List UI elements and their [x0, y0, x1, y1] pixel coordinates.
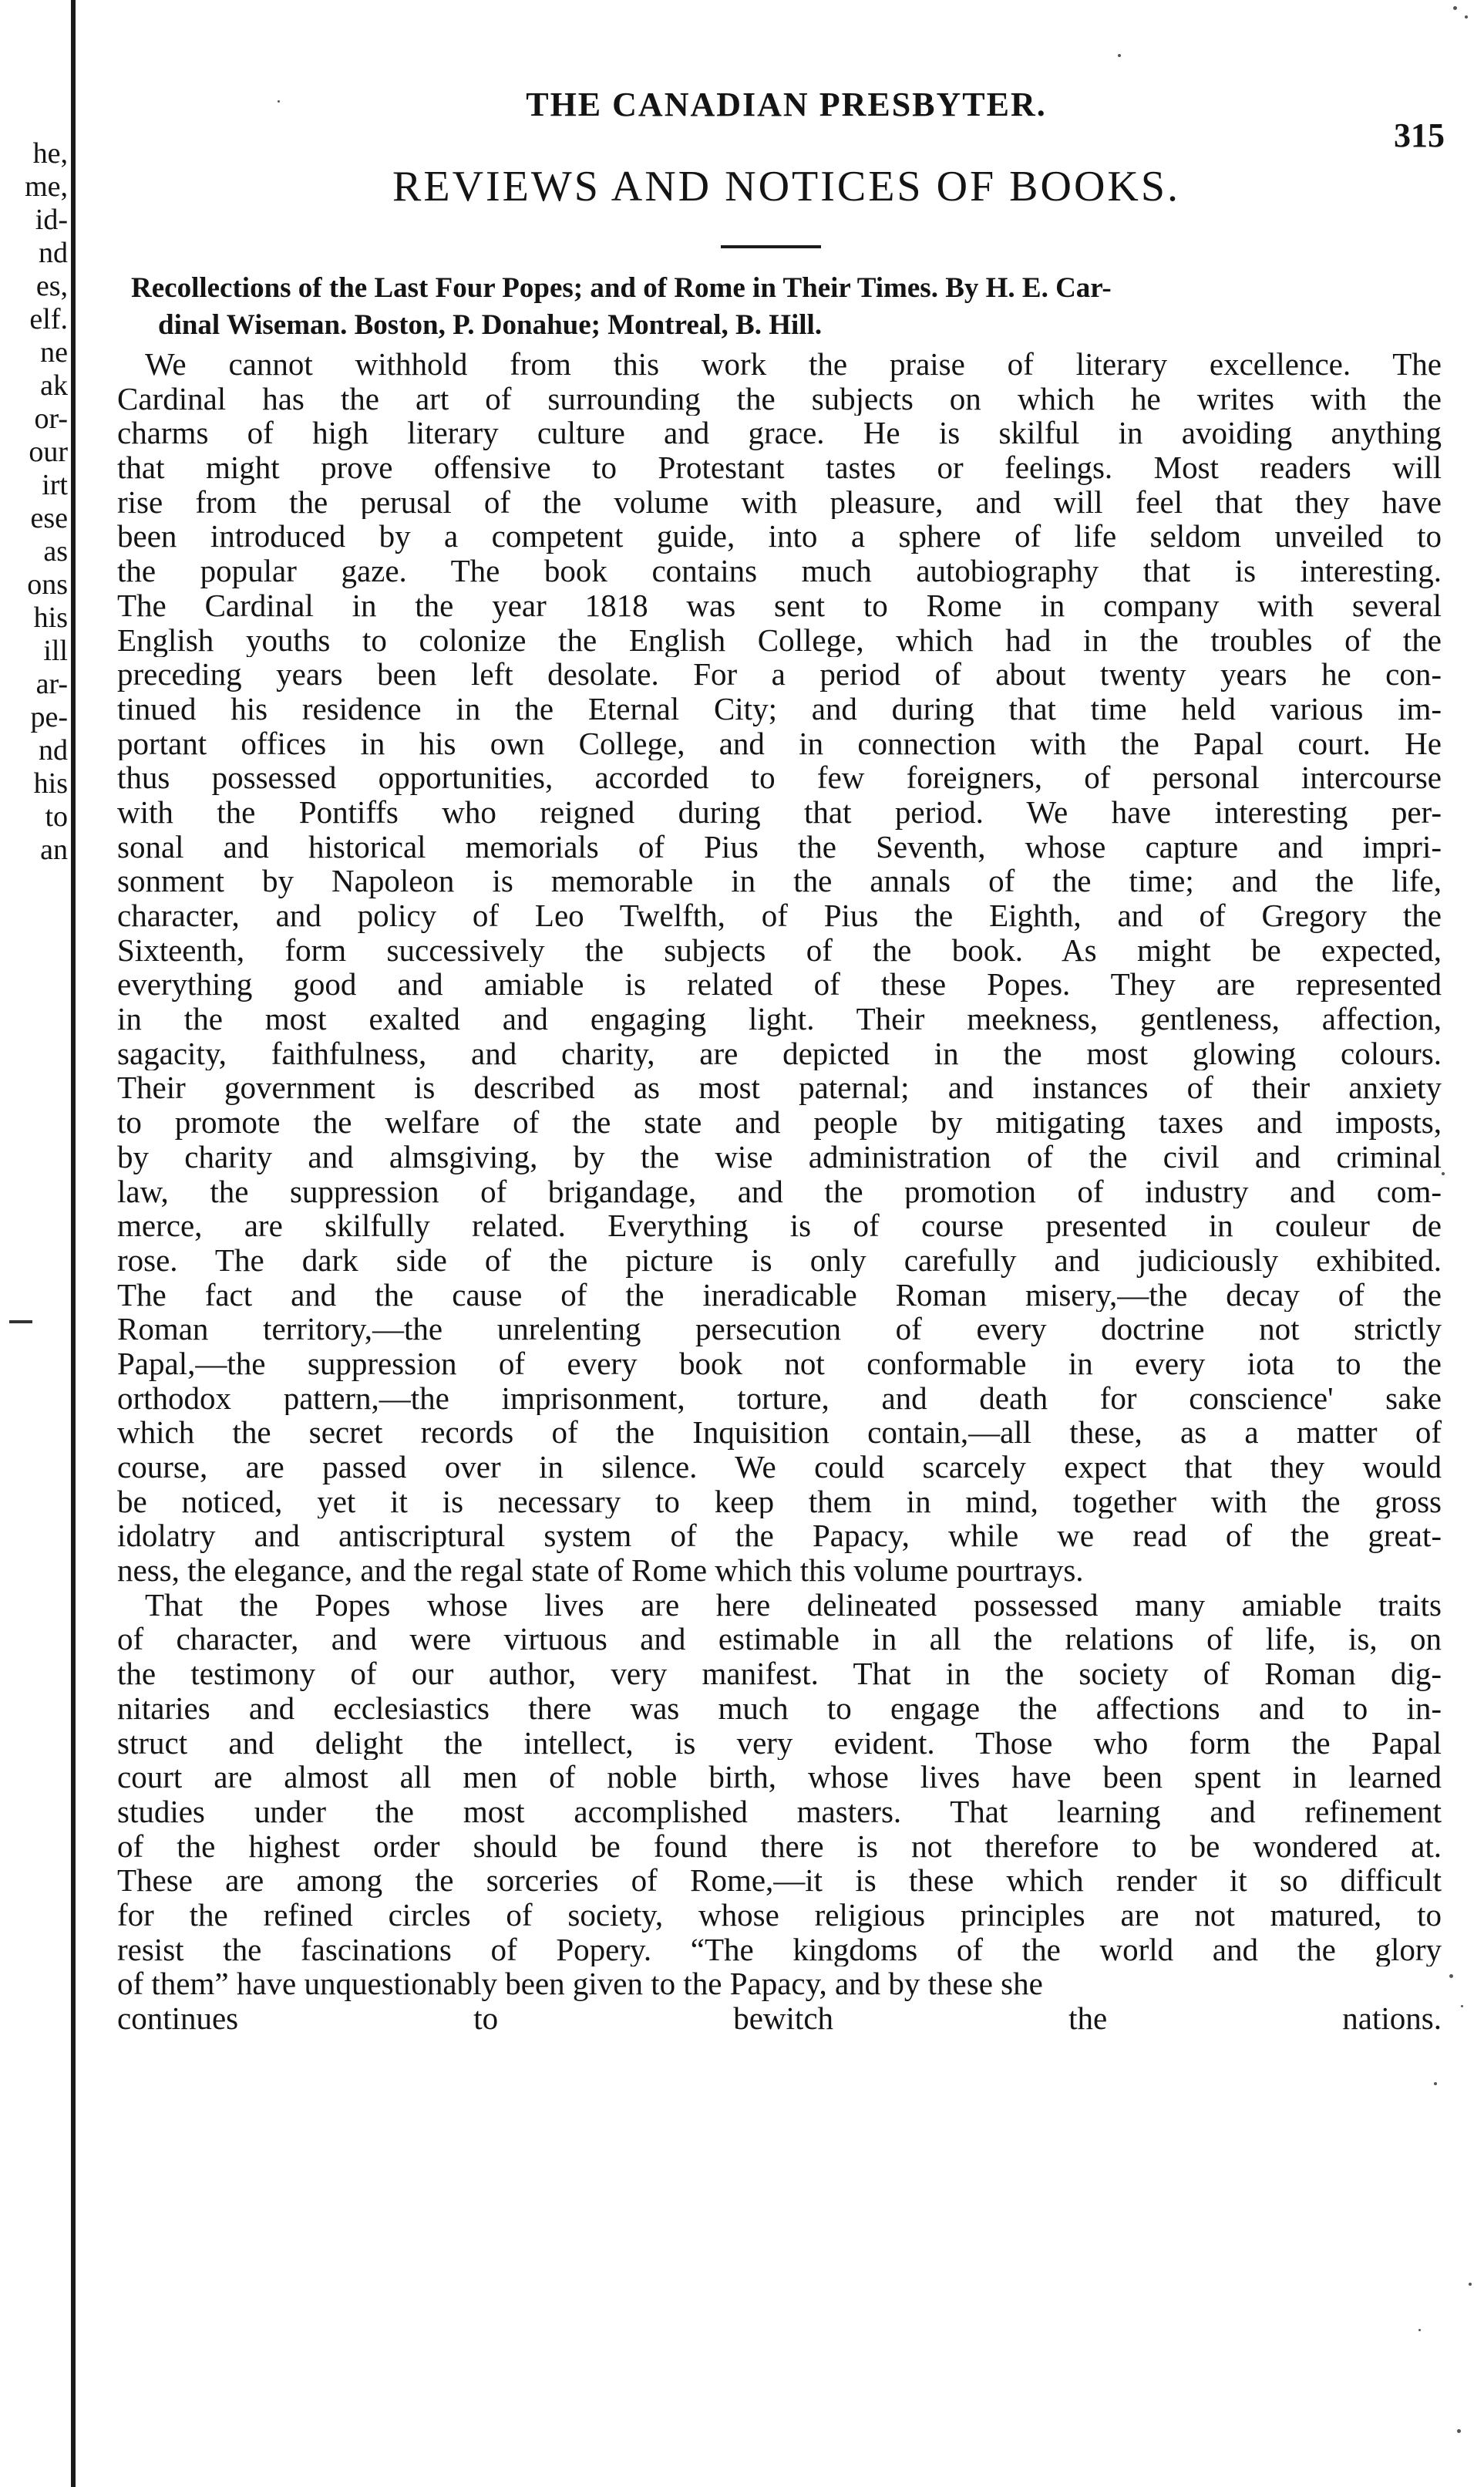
body-line: the popular gaze. The book contains much autobiography that is interesting.	[117, 554, 1442, 588]
margin-fragment: nd	[39, 237, 68, 269]
body-line: That the Popes whose lives are here delineated possessed many amiable traits	[145, 1587, 1442, 1623]
body-line: rise from the perusal of the volume with pleasure, and will feel that they have	[117, 484, 1442, 520]
body-line: preceding years been left desolate. For a period of about twenty years he con-	[117, 657, 1442, 692]
body-line: to promote the welfare of the state and people by mitigating taxes and imposts,	[117, 1105, 1442, 1140]
margin-fragment: ak	[40, 369, 68, 402]
body-line: for the refined circles of society, whose religious principles are not matured, to	[117, 1897, 1442, 1933]
margin-fragment: ne	[40, 336, 68, 369]
body-line: court are almost all men of noble birth, whose lives have been spent in learned	[117, 1760, 1442, 1794]
body-line: orthodox pattern,—the imprisonment, torture, and death for conscience' sake	[117, 1380, 1442, 1416]
book-heading-line-1: Recollections of the Last Four Popes; and of Rome in Their Times. By H. E. Car-	[131, 272, 1112, 304]
body-line: which the secret records of the Inquisition contain,—all these, as a matter of	[117, 1415, 1442, 1450]
margin-fragment: elf.	[29, 303, 68, 335]
margin-fragment: me,	[25, 170, 68, 203]
body-line: by charity and almsgiving, by the wise administration of the civil and criminal	[117, 1139, 1442, 1174]
body-line: rose. The dark side of the picture is only carefully and judiciously exhibited.	[117, 1242, 1442, 1278]
body-line: law, the suppression of brigandage, and the promotion of industry and com-	[117, 1174, 1442, 1209]
body-line: of character, and were virtuous and estimable in all the relations of life, is, on	[117, 1622, 1442, 1657]
running-head: THE CANADIAN PRESBYTER.	[526, 86, 1047, 123]
body-line: everything good and amiable is related of these Popes. They are represented	[117, 967, 1442, 1003]
body-line: nitaries and ecclesiastics there was much to engage the affections and to in-	[117, 1690, 1442, 1726]
body-line: The fact and the cause of the ineradicable Roman misery,—the decay of the	[117, 1277, 1442, 1313]
body-line: with the Pontiffs who reigned during that period. We have interesting per-	[117, 794, 1442, 830]
body-line: of them” have unquestionably been given to the Papacy, and by these she	[117, 1966, 1043, 2001]
body-line: studies under the most accomplished masters. That learning and refinement	[117, 1794, 1442, 1829]
margin-fragment: ese	[30, 502, 68, 534]
body-line: that might prove offensive to Protestant tastes or feelings. Most readers will	[117, 450, 1442, 485]
margin-fragment: es,	[35, 270, 68, 302]
margin-fragment: pe-	[30, 701, 68, 733]
body-line: Papal,—the suppression of every book not conformable in every iota to the	[117, 1346, 1442, 1381]
body-line: The Cardinal in the year 1818 was sent to Rome in company with several	[117, 588, 1442, 623]
margin-fragment: ar-	[35, 668, 68, 700]
margin-fragment: id-	[35, 204, 68, 236]
margin-fragment: his	[33, 602, 68, 634]
body-line: sonment by Napoleon is memorable in the annals of the time; and the life,	[117, 864, 1442, 898]
body-line: merce, are skilfully related. Everything is of course presented in couleur de	[117, 1208, 1442, 1243]
body-line: ness, the elegance, and the regal state of Rome which this volume pourtrays.	[117, 1553, 1084, 1588]
body-line: tinued his residence in the Eternal City; and during that time held various im-	[117, 691, 1442, 726]
body-line: struct and delight the intellect, is very evident. Those who form the Papal	[117, 1725, 1442, 1761]
margin-fragment: an	[40, 834, 68, 866]
body-line: in the most exalted and engaging light. Their meekness, gentleness, affection,	[117, 1002, 1442, 1036]
body-line: thus possessed opportunities, accorded to few foreigners, of personal intercourse	[117, 760, 1442, 795]
body-line: Cardinal has the art of surrounding the subjects on which he writes with the	[117, 381, 1442, 416]
previous-page-margin-fragments	[0, 137, 68, 867]
body-line: resist the fascinations of Popery. “The kingdoms of the world and the glory	[117, 1932, 1442, 1967]
page-number: 315	[1394, 116, 1445, 154]
body-line: These are among the sorceries of Rome,—it is these which render it so difficult	[117, 1863, 1442, 1898]
body-line: of the highest order should be found there is not therefore to be wondered at.	[117, 1828, 1442, 1864]
margin-fragment: ill	[43, 635, 68, 667]
margin-fragment: irt	[42, 469, 68, 501]
title-rule	[721, 245, 821, 248]
body-line: be noticed, yet it is necessary to keep them in mind, together with the gross	[117, 1484, 1442, 1519]
body-line: portant offices in his own College, and in connection with the Papal court. He	[117, 726, 1442, 761]
margin-fragment: his	[33, 767, 68, 800]
body-line: continues to bewitch the nations.	[117, 2001, 1442, 2036]
body-line: Their government is described as most paternal; and instances of their anxiety	[117, 1070, 1442, 1106]
body-line: Roman territory,—the unrelenting persecution of every doctrine not strictly	[117, 1312, 1442, 1346]
margin-fragment: he,	[32, 137, 68, 170]
body-line: character, and policy of Leo Twelfth, of Pius the Eighth, and of Gregory the	[117, 898, 1442, 933]
body-line: been introduced by a competent guide, into a sphere of life seldom unveiled to	[117, 519, 1442, 554]
gutter-rule	[71, 0, 76, 2487]
body-line: sagacity, faithfulness, and charity, are depicted in the most glowing colours.	[117, 1036, 1442, 1071]
body-line: sonal and historical memorials of Pius the Seventh, whose capture and impri-	[117, 829, 1442, 864]
body-line: course, are passed over in silence. We could scarcely expect that they would	[117, 1450, 1442, 1484]
margin-fragment: nd	[39, 734, 68, 767]
body-line: the testimony of our author, very manifest. That in the society of Roman dig-	[117, 1656, 1442, 1691]
body-line: Sixteenth, form successively the subjects of the book. As might be expected,	[117, 932, 1442, 968]
review-body	[117, 347, 1442, 2036]
book-heading-line-2: dinal Wiseman. Boston, P. Donahue; Montreal, B. Hill.	[158, 309, 823, 341]
margin-fragment: to	[45, 800, 68, 833]
body-line: idolatry and antiscriptural system of the Papacy, while we read of the great-	[117, 1518, 1442, 1554]
margin-fragment: ons	[27, 568, 68, 601]
section-title: REVIEWS AND NOTICES OF BOOKS.	[392, 163, 1180, 211]
body-line: English youths to colonize the English College, which had in the troubles of the	[117, 622, 1442, 658]
body-line: charms of high literary culture and grace. He is skilful in avoiding anything	[117, 416, 1442, 451]
body-line: We cannot withhold from this work the praise of literary excellence. The	[145, 347, 1442, 382]
margin-fragment: as	[43, 535, 68, 568]
margin-fragment: or-	[34, 403, 68, 435]
book-heading	[131, 270, 1442, 344]
margin-dash	[9, 1320, 32, 1323]
margin-fragment: our	[29, 436, 68, 468]
